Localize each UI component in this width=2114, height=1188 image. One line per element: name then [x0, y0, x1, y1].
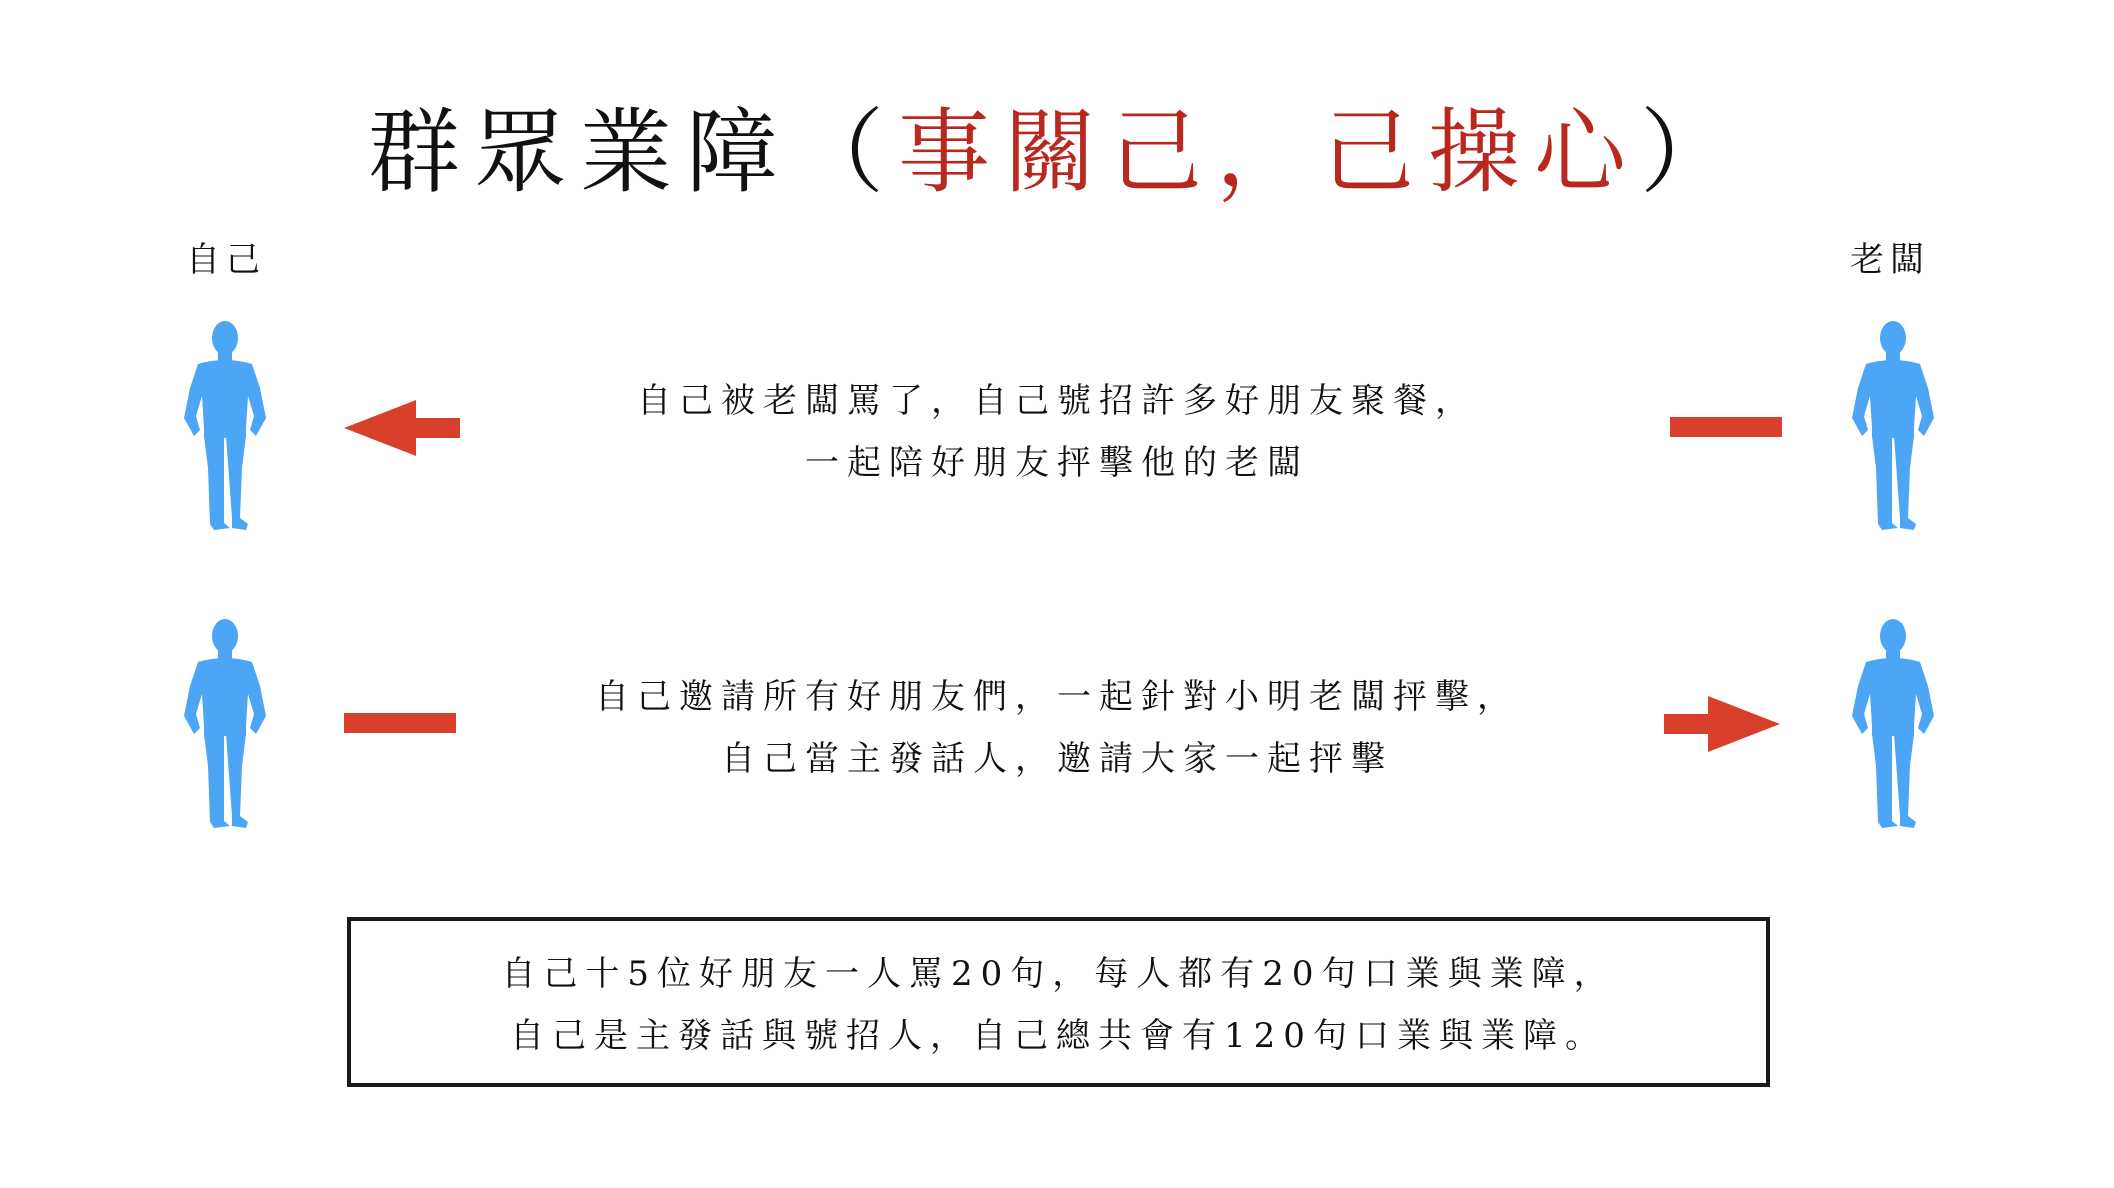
summary-line2: 自己是主發話與號招人，自己總共會有120句口業與業障。	[510, 1016, 1607, 1056]
title-paren-close: ）	[1640, 99, 1747, 206]
row1-description	[0, 370, 2114, 494]
label-self: 自己	[186, 240, 266, 280]
row2-description	[0, 666, 2114, 790]
page-title	[0, 98, 2114, 208]
title-paren-open: （	[791, 99, 898, 206]
row1-line2: 一起陪好朋友抨擊他的老闆	[805, 443, 1309, 483]
label-boss: 老闆	[1850, 240, 1930, 280]
summary-box	[347, 917, 1770, 1087]
row2-line1: 自己邀請所有好朋友們，一起針對小明老闆抨擊，	[595, 677, 1519, 717]
title-main: 群眾業障	[367, 99, 792, 206]
row1-line1: 自己被老闆罵了，自己號招許多好朋友聚餐，	[637, 381, 1477, 421]
summary-line1: 自己十5位好朋友一人罵20句，每人都有20句口業與業障，	[501, 954, 1616, 994]
summary-text	[351, 943, 1766, 1067]
title-highlight: 事關己，己操心	[898, 99, 1641, 206]
row2-line2: 自己當主發話人，邀請大家一起抨擊	[721, 739, 1393, 779]
